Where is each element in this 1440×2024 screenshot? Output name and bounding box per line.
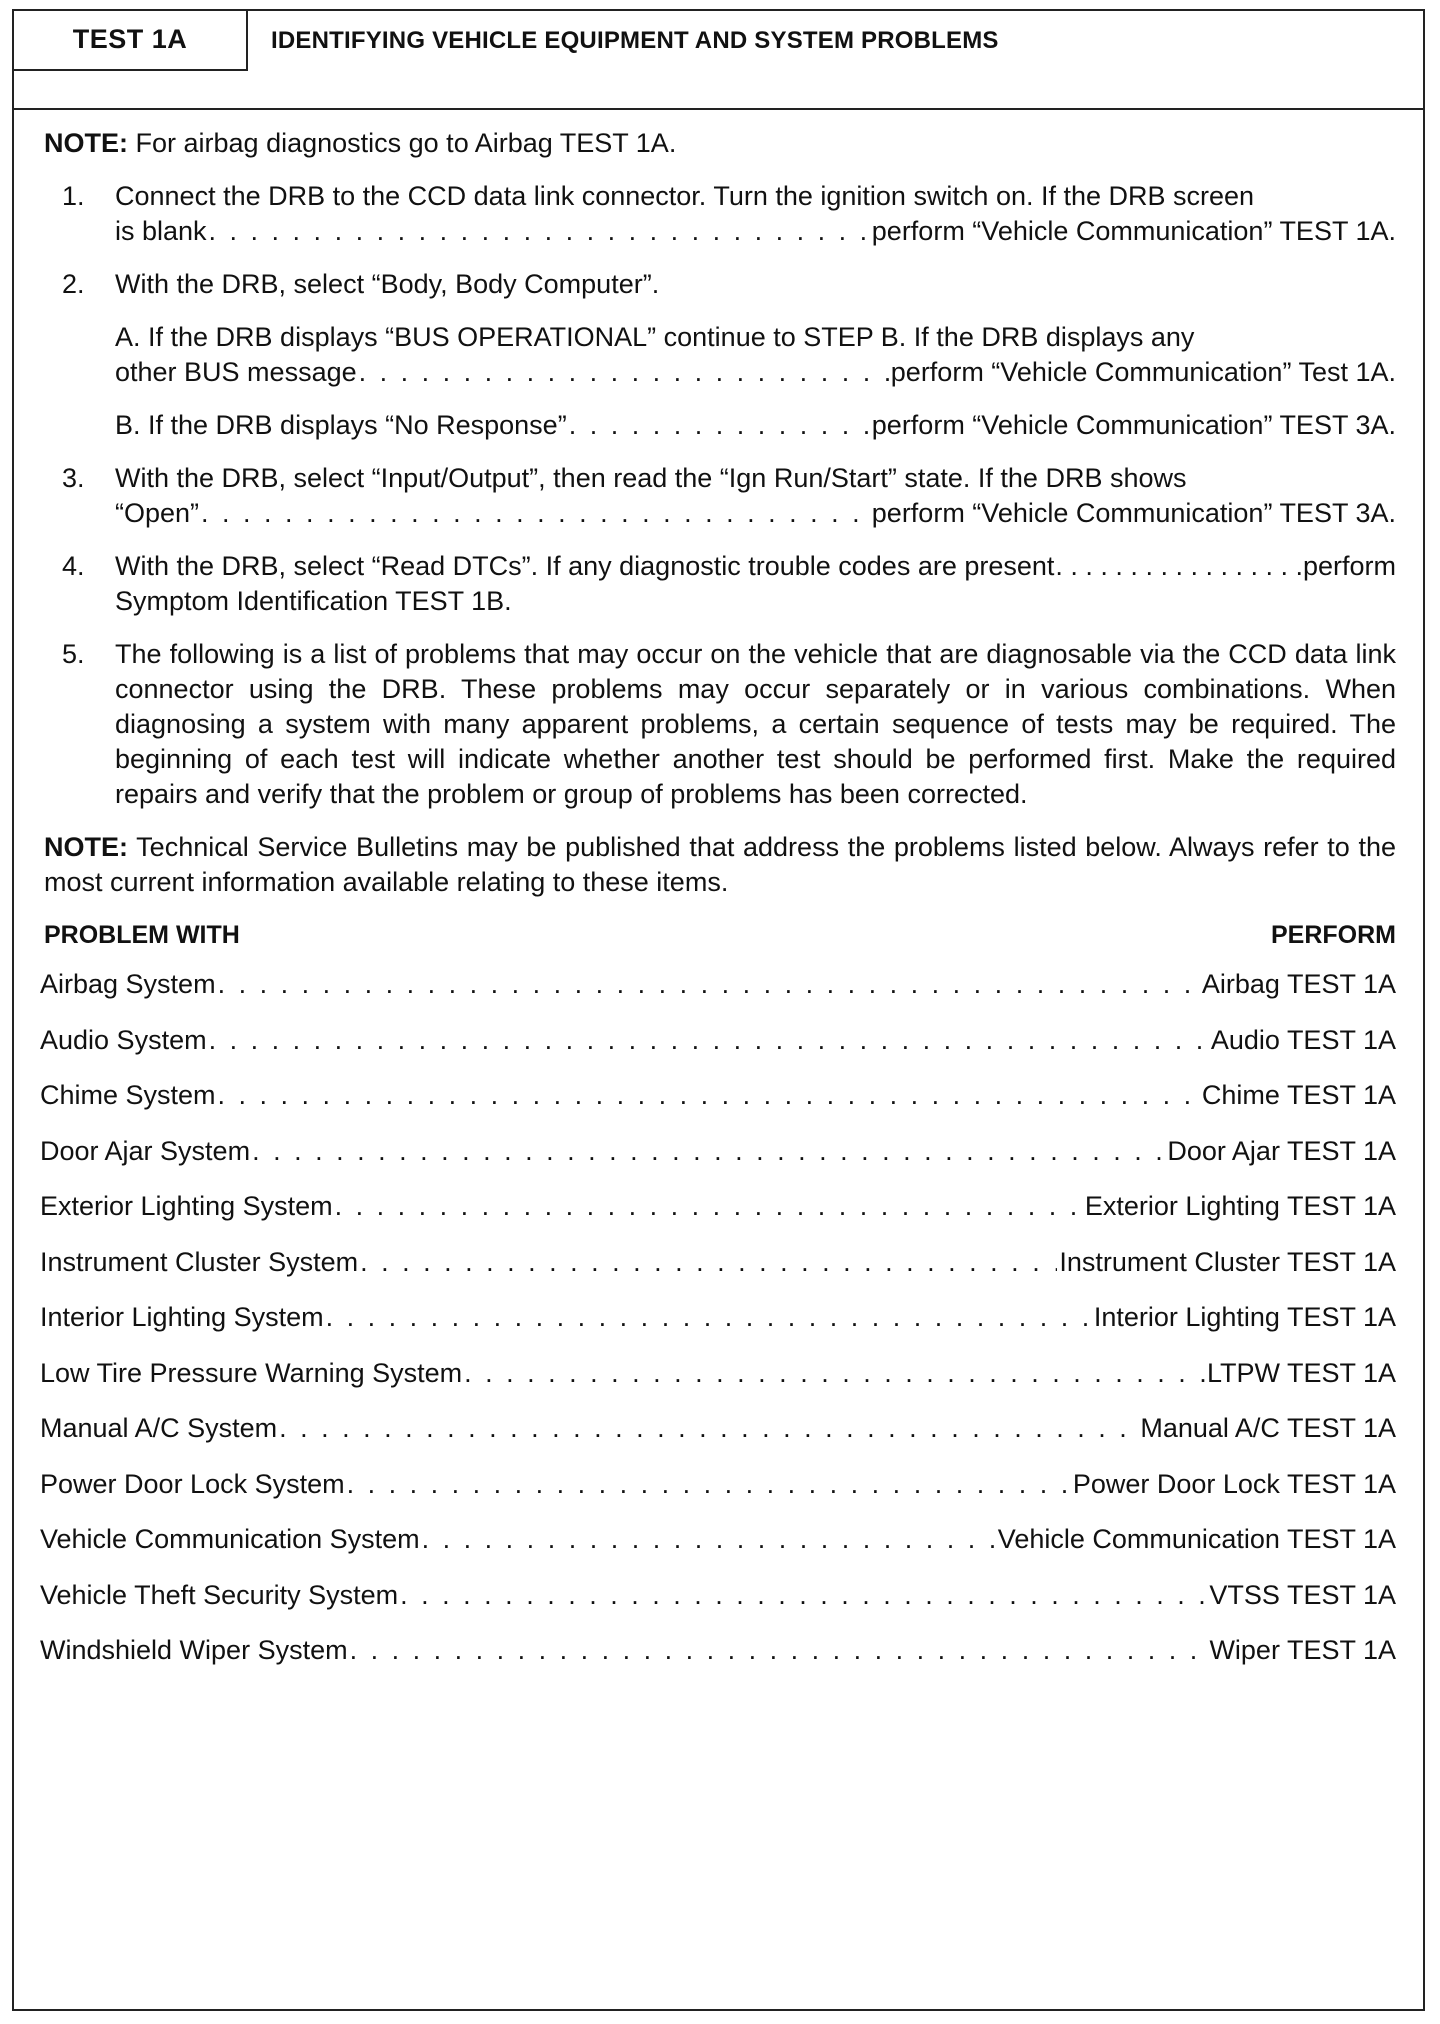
table-row — [40, 1356, 1396, 1412]
problem-name: Manual A/C System — [40, 1413, 278, 1443]
leader-dots — [347, 1467, 1071, 1502]
step-text: The following is a list of problems that may occur on the vehicle that are diagnosable via the CCD data link connector using the DRB. These problems may occur separately or in various combinations. When diagnosing a system with many apparent problems, a certain sequence of tests may be required. The beginning of each test will indicate whether another test should be performed first. Make the required repairs and verify that the problem or group of problems has been corrected. — [115, 639, 1396, 809]
leader-dots — [350, 1633, 1208, 1668]
leader-dots — [209, 1023, 1209, 1058]
note-text: Technical Service Bulletins may be published that address the problems listed below. Always refer to the most current information available relating to these items. — [44, 832, 1396, 897]
table-row — [40, 1578, 1396, 1634]
problem-name: Door Ajar System — [40, 1135, 251, 1166]
step-text: Symptom Identification TEST 1B. — [115, 586, 512, 616]
document-body — [40, 126, 1396, 1689]
perform-test: Exterior Lighting TEST 1A — [1084, 1191, 1396, 1221]
col-header-problem: PROBLEM WITH — [44, 921, 240, 949]
step-number: 2. — [62, 269, 85, 299]
step-text: With the DRB, select “Body, Body Computer”. — [115, 269, 660, 299]
problem-name: Chime System — [40, 1080, 216, 1110]
table-row — [40, 1023, 1396, 1079]
step-2 — [44, 267, 1396, 302]
table-row — [40, 967, 1396, 1023]
step-number: 4. — [62, 551, 85, 581]
leader-dots — [209, 214, 870, 249]
step-result-line — [115, 214, 1396, 249]
substep-result-line — [115, 355, 1396, 390]
perform-test: Airbag TEST 1A — [1201, 969, 1396, 999]
perform-test: Instrument Cluster TEST 1A — [1059, 1246, 1396, 1277]
table-row — [40, 1078, 1396, 1134]
problem-name: Exterior Lighting System — [40, 1191, 333, 1221]
page-header — [14, 11, 1423, 110]
leader-dots — [279, 1411, 1138, 1446]
perform-test: Chime TEST 1A — [1201, 1080, 1396, 1110]
perform-test: Power Door Lock TEST 1A — [1072, 1468, 1396, 1499]
step-result: perform “Vehicle Communication” TEST 1A. — [871, 216, 1396, 246]
substep-result: perform “Vehicle Communication” TEST 3A. — [871, 410, 1396, 440]
step-result-line — [115, 496, 1396, 531]
table-row — [40, 1134, 1396, 1190]
problem-name: Low Tire Pressure Warning System — [40, 1357, 463, 1388]
leader-dots — [569, 408, 870, 443]
leader-dots — [400, 1578, 1207, 1613]
table-header — [44, 918, 1396, 953]
step-text: With the DRB, select “Input/Output”, then read the “Ign Run/Start” state. If the DRB shows — [115, 463, 1187, 493]
note-label: NOTE: — [44, 832, 128, 862]
step-result: perform — [1302, 551, 1396, 581]
step-2a — [44, 320, 1396, 390]
step-lead: is blank — [115, 216, 207, 246]
step-lead: “Open” — [115, 498, 200, 528]
perform-test: Interior Lighting TEST 1A — [1093, 1302, 1396, 1332]
table-row — [40, 1411, 1396, 1467]
problem-name: Power Door Lock System — [40, 1468, 345, 1499]
step-result: perform “Vehicle Communication” TEST 3A. — [871, 498, 1396, 528]
leader-dots — [201, 496, 870, 531]
step-number: 5. — [62, 639, 85, 669]
leader-dots — [1055, 549, 1302, 584]
leader-dots — [360, 1245, 1057, 1280]
table-row — [40, 1522, 1396, 1578]
step-text: Connect the DRB to the CCD data link connector. Turn the ignition switch on. If the DRB screen — [115, 181, 1255, 211]
perform-test: VTSS TEST 1A — [1209, 1579, 1396, 1610]
problem-name: Interior Lighting System — [40, 1302, 324, 1332]
substep-lead: B. If the DRB displays “No Response” — [115, 410, 567, 440]
leader-dots — [218, 1078, 1200, 1113]
table-row — [40, 1633, 1396, 1689]
problem-name: Windshield Wiper System — [40, 1635, 348, 1665]
perform-test: Door Ajar TEST 1A — [1167, 1135, 1396, 1166]
leader-dots — [359, 355, 889, 390]
step-number: 3. — [62, 463, 85, 493]
perform-test: Wiper TEST 1A — [1209, 1635, 1396, 1665]
note-text: For airbag diagnostics go to Airbag TEST 1A. — [135, 128, 677, 158]
substep-result: perform “Vehicle Communication” Test 1A. — [890, 357, 1396, 387]
problem-name: Audio System — [40, 1024, 207, 1055]
step-lead: With the DRB, select “Read DTCs”. If any diagnostic trouble codes are present — [115, 551, 1055, 581]
step-3 — [44, 461, 1396, 531]
leader-dots — [218, 967, 1200, 1002]
perform-test: Vehicle Communication TEST 1A — [997, 1524, 1396, 1554]
page-title: IDENTIFYING VEHICLE EQUIPMENT AND SYSTEM PROBLEMS — [271, 27, 999, 54]
perform-test: Audio TEST 1A — [1210, 1024, 1396, 1055]
leader-dots — [326, 1300, 1092, 1335]
tsb-note — [44, 830, 1396, 900]
step-5 — [44, 637, 1396, 812]
substep-text: A. If the DRB displays “BUS OPERATIONAL” continue to STEP B. If the DRB displays any — [115, 322, 1195, 352]
step-result-line — [115, 549, 1396, 584]
substep-result-line — [115, 408, 1396, 443]
test-label: TEST 1A — [14, 11, 248, 71]
leader-dots — [422, 1522, 996, 1557]
col-header-perform: PERFORM — [1271, 921, 1396, 949]
leader-dots — [464, 1356, 1205, 1391]
document-page — [12, 9, 1425, 2011]
note-label: NOTE: — [44, 128, 128, 158]
problem-name: Vehicle Communication System — [40, 1524, 420, 1554]
problem-name: Airbag System — [40, 969, 216, 999]
perform-test: Manual A/C TEST 1A — [1140, 1413, 1396, 1443]
step-4 — [44, 549, 1396, 619]
problem-name: Vehicle Theft Security System — [40, 1579, 399, 1610]
leader-dots — [335, 1189, 1083, 1224]
problem-list — [40, 967, 1396, 1689]
step-1 — [44, 179, 1396, 249]
table-row — [40, 1300, 1396, 1356]
table-row — [40, 1467, 1396, 1523]
step-2b — [44, 408, 1396, 443]
leader-dots — [252, 1134, 1165, 1169]
airbag-note — [44, 126, 1396, 161]
table-row — [40, 1189, 1396, 1245]
problem-name: Instrument Cluster System — [40, 1246, 359, 1277]
table-row — [40, 1245, 1396, 1301]
substep-lead: other BUS message — [115, 357, 357, 387]
step-number: 1. — [62, 181, 85, 211]
perform-test: LTPW TEST 1A — [1206, 1357, 1396, 1388]
